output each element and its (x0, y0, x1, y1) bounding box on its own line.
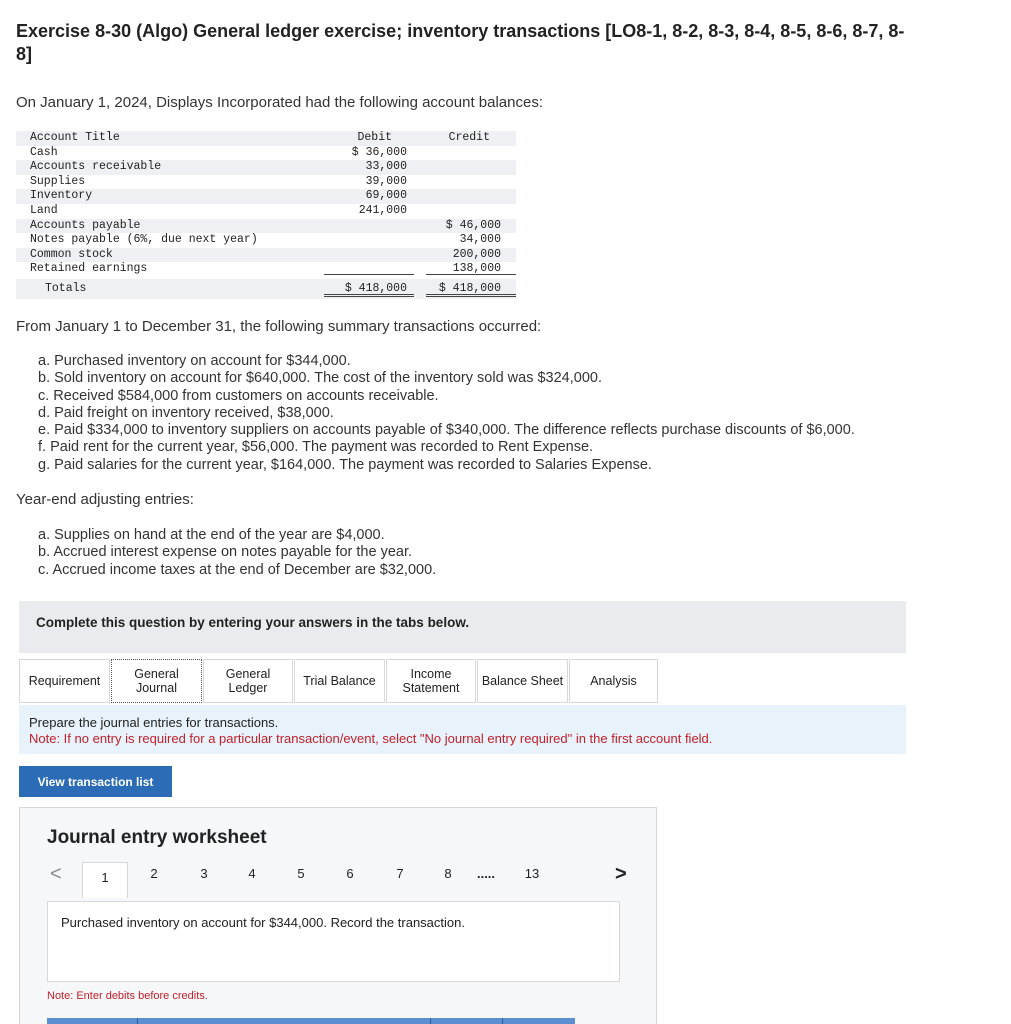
table-header (16, 131, 516, 146)
worksheet-title: Journal entry worksheet (47, 827, 267, 848)
page-5[interactable]: 5 (297, 866, 305, 881)
table-row (16, 175, 516, 190)
adjusting-intro: Year-end adjusting entries: (16, 491, 194, 508)
debit-double-rule (324, 294, 414, 297)
table-row (16, 189, 516, 204)
tab-balance-sheet[interactable]: Balance Sheet (477, 659, 568, 703)
tab-label: General Ledger (225, 667, 271, 695)
account-title: Land (30, 203, 58, 217)
list-item: f. Paid rent for the current year, $56,000. The payment was recorded to Rent Expense. (38, 439, 594, 456)
list-item: c. Received $584,000 from customers on accounts receivable. (38, 387, 439, 404)
list-item: e. Paid $334,000 to inventory suppliers on accounts payable of $340,000. The difference reflects purchase discounts of $6,000. (38, 422, 855, 439)
total-debit: $ 418,000 (344, 281, 407, 295)
total-credit: $ 418,000 (438, 281, 501, 295)
tab-analysis[interactable]: Analysis (569, 659, 658, 703)
debit-value: 39,000 (365, 174, 407, 188)
tab-label: Income Statement (402, 667, 460, 695)
account-title: Supplies (30, 174, 86, 188)
totals-label: Totals (45, 281, 87, 295)
list-item: d. Paid freight on inventory received, $38,000. (38, 404, 334, 421)
account-title: Retained earnings (30, 262, 148, 276)
tab-general-ledger[interactable] (203, 659, 293, 703)
page-4[interactable]: 4 (248, 866, 256, 881)
tab-income-statement[interactable] (386, 659, 476, 703)
journal-table-header-bar (47, 1018, 575, 1024)
page-3[interactable]: 3 (200, 866, 208, 881)
instruction-text: Prepare the journal entries for transactions. (29, 715, 279, 730)
chevron-left-icon[interactable]: < (50, 863, 62, 885)
credit-sum-rule (426, 274, 516, 275)
transactions-intro: From January 1 to December 31, the following summary transactions occurred: (16, 318, 542, 335)
table-row (16, 160, 516, 175)
list-item: g. Paid salaries for the current year, $164,000. The payment was recorded to Salaries Expense. (38, 456, 652, 473)
chevron-right-icon[interactable]: > (615, 863, 627, 885)
journal-entry-worksheet (19, 807, 657, 1024)
table-row (16, 146, 516, 161)
instruction-note: Note: If no entry is required for a particular transaction/event, select "No journal entry required" in the first account field. (29, 731, 713, 746)
account-title: Common stock (30, 247, 113, 261)
worksheet-pager (20, 860, 658, 894)
list-item: b. Sold inventory on account for $640,000. The cost of the inventory sold was $324,000. (38, 370, 602, 387)
debit-value: 241,000 (358, 203, 407, 217)
debit-sum-rule (324, 274, 414, 275)
tab-trial-balance[interactable]: Trial Balance (294, 659, 385, 703)
debit-value: $ 36,000 (351, 145, 407, 159)
page-6[interactable]: 6 (346, 866, 354, 881)
header-account-title: Account Title (30, 131, 120, 144)
list-item: b. Accrued interest expense on notes payable for the year. (38, 544, 413, 561)
view-transaction-list-button[interactable]: View transaction list (19, 766, 172, 797)
account-title: Cash (30, 145, 58, 159)
credit-value: 200,000 (452, 247, 501, 261)
page-1[interactable]: 1 (82, 862, 128, 898)
page-ellipsis: ..... (476, 866, 496, 881)
transactions-list (38, 353, 855, 474)
header-debit: Debit (357, 131, 392, 144)
instructions-banner (19, 601, 906, 653)
intro-text: On January 1, 2024, Displays Incorporated had the following account balances: (16, 94, 543, 111)
credit-value: $ 46,000 (445, 218, 501, 232)
page-title: Exercise 8-30 (Algo) General ledger exercise; inventory transactions [LO8-1, 8-2, 8-3, 8-4, 8-5, 8-6, 8-7, 8-8] (16, 21, 905, 64)
tab-instructions (19, 705, 906, 754)
banner-text: Complete this question by entering your answers in the tabs below. (36, 615, 470, 630)
page-8[interactable]: 8 (444, 866, 452, 881)
list-item: c. Accrued income taxes at the end of December are $32,000. (38, 561, 437, 578)
list-item: a. Supplies on hand at the end of the year are $4,000. (38, 527, 385, 543)
header-credit: Credit (448, 131, 490, 144)
table-row (16, 233, 516, 248)
tab-requirement[interactable]: Requirement (19, 659, 110, 703)
debit-value: 33,000 (365, 160, 407, 174)
page-7[interactable]: 7 (396, 866, 404, 881)
transaction-description-box (47, 901, 620, 982)
list-item: a. Purchased inventory on account for $344,000. (38, 353, 351, 369)
account-title: Notes payable (6%, due next year) (30, 233, 258, 247)
transaction-description: Purchased inventory on account for $344,000. Record the transaction. (61, 915, 465, 930)
page-2[interactable]: 2 (150, 866, 158, 881)
account-title: Inventory (30, 189, 93, 203)
credit-value: 34,000 (459, 233, 501, 247)
tab-general-journal[interactable] (111, 659, 202, 703)
table-row (16, 204, 516, 219)
adjusting-list (38, 527, 436, 579)
account-title: Accounts payable (30, 218, 141, 232)
credit-value: 138,000 (452, 262, 501, 276)
worksheet-note: Note: Enter debits before credits. (47, 990, 208, 1002)
table-row (16, 219, 516, 234)
credit-double-rule (426, 294, 516, 297)
tab-label: General Journal (134, 667, 179, 695)
account-title: Accounts receivable (30, 160, 162, 174)
page-13[interactable]: 13 (524, 866, 540, 881)
debit-value: 69,000 (365, 189, 407, 203)
table-row (16, 248, 516, 263)
